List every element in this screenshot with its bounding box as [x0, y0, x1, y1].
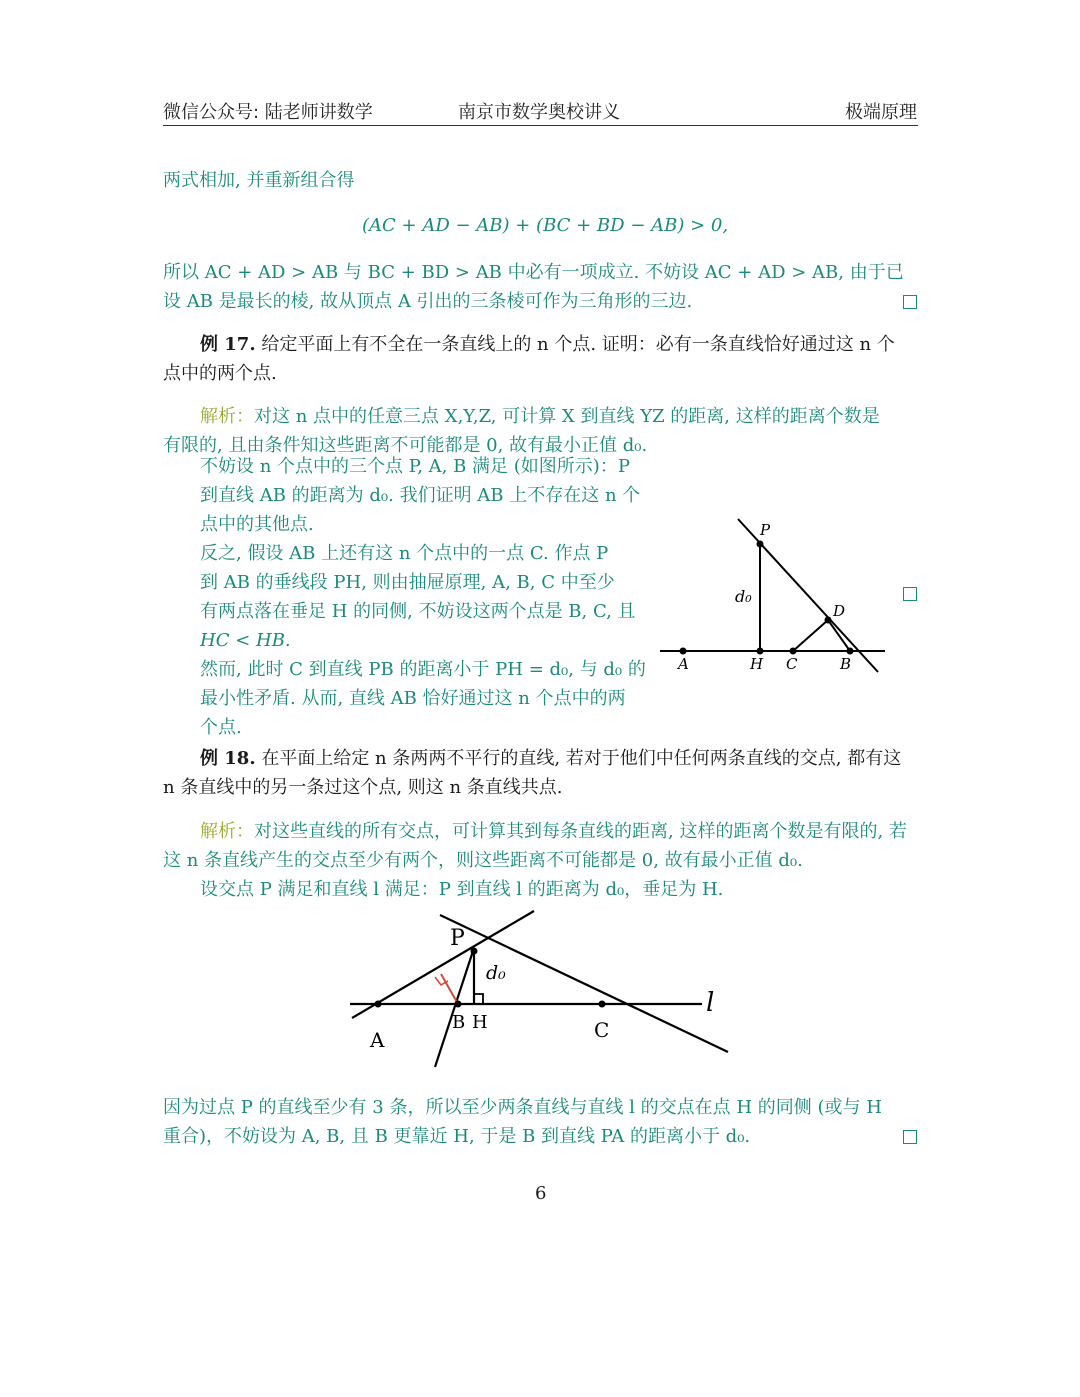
- proof-line-2: 所以 AC + AD > AB 与 BC + BD > AB 中必有一项成立. 不妨设 AC + AD > AB, 由于已: [163, 262, 904, 283]
- analysis-label: 解析：: [200, 406, 254, 427]
- qed-box: [903, 295, 917, 309]
- label-a: A: [678, 655, 689, 673]
- example-17-analysis-7: 到 AB 的垂线段 PH, 则由抽屉原理, A, B, C 中至少: [200, 572, 615, 593]
- right-angle-h: [474, 994, 483, 1004]
- example-17-analysis-3: 不妨设 n 个点中的三个点 P, A, B 满足 (如图所示)：P: [200, 456, 630, 477]
- example-17-analysis-6: 反之, 假设 AB 上还有这 n 个点中的一点 C. 作点 P: [200, 543, 609, 564]
- page-number: 6: [535, 1183, 547, 1204]
- example-18-analysis-5: 重合)，不妨设为 A, B, 且 B 更靠近 H, 于是 B 到直线 PA 的距离小于 d₀.: [163, 1126, 751, 1147]
- example-17-analysis-11: 最小性矛盾. 从而, 直线 AB 恰好通过这 n 个点中的两: [200, 688, 626, 709]
- example-18-figure: [340, 905, 740, 1080]
- label-c: C: [786, 655, 798, 673]
- example-17-statement-2: 点中的两个点.: [163, 363, 277, 384]
- example-18-analysis-2: 这 n 条直线产生的交点至少有两个，则这些距离不可能都是 0, 故有最小正值 d₀.: [163, 850, 803, 871]
- example-18-analysis-3: 设交点 P 满足和直线 l 满足：P 到直线 l 的距离为 d₀，垂足为 H.: [200, 879, 724, 900]
- example-17-analysis-8: 有两点落在垂足 H 的同侧, 不妨设这两个点是 B, C, 且: [200, 601, 636, 622]
- label-h: H: [750, 655, 764, 673]
- point-p: [757, 541, 764, 548]
- example-17-analysis-4: 到直线 AB 的距离为 d₀. 我们证明 AB 上不存在这 n 个: [200, 485, 641, 506]
- example-17-statement-1: [200, 334, 895, 356]
- example-17-analysis-1: [200, 406, 880, 428]
- example-17-analysis-9: HC < HB.: [200, 630, 291, 651]
- line-pb: [435, 951, 473, 1067]
- label-h: H: [472, 1012, 488, 1033]
- example-17-figure: [650, 510, 900, 685]
- proof-line-1: 两式相加, 并重新组合得: [163, 170, 355, 191]
- label-a: A: [370, 1028, 385, 1052]
- qed-box: [903, 587, 917, 601]
- example-18-label: 例 18.: [200, 748, 256, 769]
- example-18-analysis-1: [200, 821, 907, 843]
- header-rule: [163, 125, 918, 126]
- point-a: [680, 648, 687, 655]
- header-right: 极端原理: [845, 102, 917, 123]
- point-h: [757, 648, 764, 655]
- point-b: [847, 648, 854, 655]
- example-18-analysis-4: 因为过点 P 的直线至少有 3 条，所以至少两条直线与直线 l 的交点在点 H 的同侧 (或与 H: [163, 1097, 882, 1118]
- example-17-text: 给定平面上有不全在一条直线上的 n 个点. 证明：必有一条直线恰好通过这 n 个: [261, 334, 895, 355]
- header-center: 南京市数学奥校讲义: [458, 102, 620, 123]
- point-a: [375, 1001, 382, 1008]
- proof-line-3: 设 AB 是最长的棱, 故从顶点 A 引出的三条棱可作为三角形的三边.: [163, 291, 693, 312]
- label-p: P: [450, 926, 465, 951]
- point-p: [471, 948, 478, 955]
- point-c: [599, 1001, 606, 1008]
- label-l: l: [706, 988, 715, 1018]
- example-18-statement-1: [200, 748, 901, 770]
- example-17-analysis-12: 个点.: [200, 717, 242, 738]
- label-d0: d₀: [735, 587, 752, 606]
- example-17-analysis-5: 点中的其他点.: [200, 514, 314, 535]
- red-perpendicular: [441, 974, 458, 1004]
- example-17-analysis-10: 然而, 此时 C 到直线 PB 的距离小于 PH = d₀, 与 d₀ 的: [200, 659, 646, 680]
- label-p: P: [760, 521, 771, 539]
- header-left: 微信公众号: 陆老师讲数学: [163, 102, 373, 123]
- example-18-text: 在平面上给定 n 条两两不平行的直线, 若对于他们中任何两条直线的交点, 都有这: [261, 748, 902, 769]
- label-d0: d₀: [486, 962, 506, 984]
- example-18-statement-2: n 条直线中的另一条过这个点, 则这 n 条直线共点.: [163, 777, 563, 798]
- point-c: [790, 648, 797, 655]
- proof-formula: (AC + AD − AB) + (BC + BD − AB) > 0,: [362, 215, 729, 236]
- segment-cd: [793, 620, 850, 651]
- point-d: [825, 617, 832, 624]
- analysis-text: 对这些直线的所有交点，可计算其到每条直线的距离, 这样的距离个数是有限的, 若: [254, 821, 907, 842]
- label-c: C: [594, 1018, 610, 1042]
- label-b: B: [452, 1012, 466, 1033]
- example-17-label: 例 17.: [200, 334, 256, 355]
- analysis-label: 解析：: [200, 821, 254, 842]
- label-b: B: [840, 655, 852, 673]
- example-17-analysis-2: 有限的, 且由条件知这些距离不可能都是 0, 故有最小正值 d₀.: [163, 435, 648, 456]
- label-d: D: [833, 602, 846, 620]
- qed-box: [903, 1130, 917, 1144]
- analysis-text: 对这 n 点中的任意三点 X,Y,Z, 可计算 X 到直线 YZ 的距离, 这样的距离个数是: [254, 406, 880, 427]
- point-b: [455, 1001, 462, 1008]
